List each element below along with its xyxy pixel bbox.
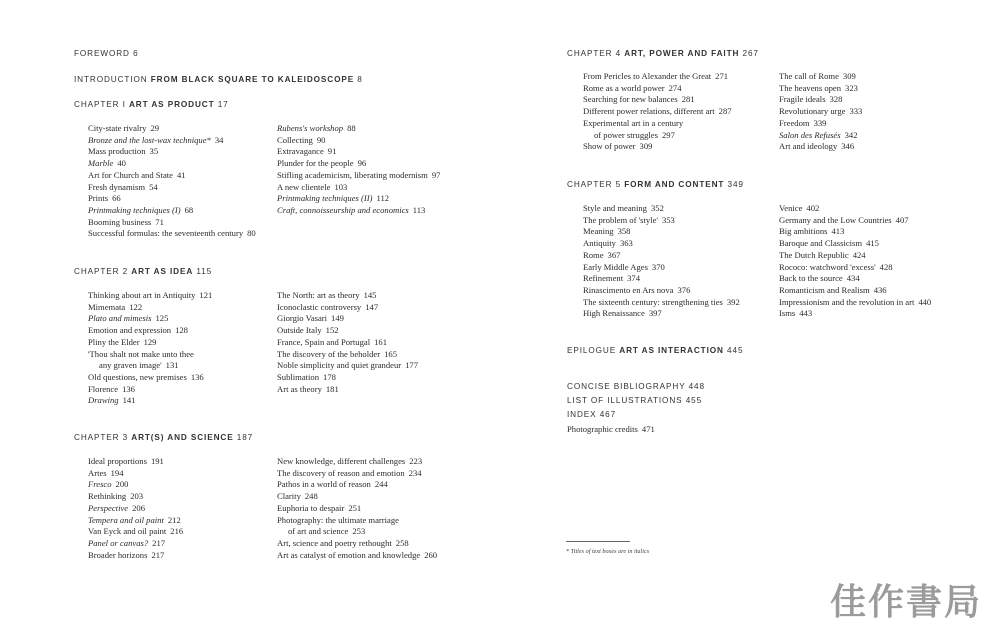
- toc-entry-title: Thinking about art in Antiquity: [88, 290, 196, 300]
- toc-entry: [779, 273, 931, 285]
- toc-entry-page: 200: [115, 479, 129, 490]
- toc-entry-title: of art and science: [288, 526, 349, 537]
- toc-entry-page: 145: [363, 290, 377, 300]
- toc-entry-title: Rome as a world power: [583, 82, 665, 93]
- toc-entry-page: 113: [412, 204, 426, 215]
- chapter1-heading: CHAPTER I ART AS PRODUCT 17: [74, 100, 229, 109]
- toc-entry-title: Prints: [88, 193, 109, 204]
- toc-entry-page: 251: [348, 502, 362, 513]
- toc-entry-title: The discovery of reason and emotion: [277, 467, 405, 478]
- chapter4-heading: CHAPTER 4 ART, POWER AND FAITH 267: [567, 49, 759, 58]
- toc-entry-page: 271: [715, 71, 729, 81]
- toc-entry-title: Van Eyck and oil paint: [88, 526, 167, 537]
- toc-entry: [779, 106, 862, 118]
- toc-entry-title: Isms: [779, 308, 796, 319]
- toc-entry-page: 309: [639, 141, 653, 152]
- chapter1-col1: [88, 123, 256, 240]
- toc-entry: [779, 285, 931, 297]
- toc-entry: [88, 302, 212, 314]
- toc-entry: [88, 158, 256, 170]
- toc-entry: [779, 226, 931, 238]
- toc-entry-title: Printmaking techniques (I): [88, 204, 181, 215]
- chapter4-col2: [779, 71, 862, 153]
- toc-entry-page: 407: [895, 214, 909, 225]
- toc-entry: [277, 313, 418, 325]
- toc-entry-title: Successful formulas: the seventeenth century: [88, 228, 244, 239]
- toc-entry: [88, 205, 256, 217]
- toc-entry: [277, 337, 418, 349]
- toc-entry-page: 66: [112, 193, 121, 204]
- toc-entry-title: Impressionism and the revolution in art: [779, 296, 915, 307]
- toc-entry-title: Panel or canvas?: [88, 537, 149, 548]
- toc-entry-title: Iconoclastic controversy: [277, 301, 362, 312]
- toc-entry: [583, 226, 740, 238]
- toc-entry-page: 370: [651, 261, 665, 272]
- toc-entry-title: Florence: [88, 383, 119, 394]
- toc-entry-title: Booming business: [88, 216, 152, 227]
- toc-entry-page: 125: [155, 313, 169, 324]
- toc-entry-title: Ideal proportions: [88, 456, 147, 466]
- toc-entry: [88, 228, 256, 240]
- toc-entry-page: 328: [829, 94, 843, 105]
- toc-entry-title: City-state rivalry: [88, 123, 147, 133]
- toc-entry: [779, 238, 931, 250]
- toc-entry: [277, 515, 437, 527]
- toc-entry: [88, 503, 183, 515]
- toc-entry-page: 434: [846, 273, 860, 284]
- toc-entry-page: 253: [352, 526, 366, 537]
- toc-entry-title: Rinascimento en Ars nova: [583, 284, 674, 295]
- toc-entry-title: Euphoria to despair: [277, 502, 345, 513]
- toc-entry-page: 206: [132, 502, 145, 513]
- toc-entry: [277, 182, 440, 194]
- toc-entry-title: Giorgio Vasari: [277, 313, 328, 324]
- toc-entry-title: Show of power: [583, 141, 636, 152]
- toc-entry-title: Noble simplicity and quiet grandeur: [277, 360, 402, 371]
- toc-entry-title: Salon des Refusés: [779, 129, 841, 140]
- toc-entry-page: 217: [151, 549, 165, 560]
- toc-entry-page: 88: [347, 123, 356, 133]
- toc-entry-title: Sublimation: [277, 371, 320, 382]
- toc-entry-page: 402: [806, 203, 820, 213]
- toc-entry: [583, 262, 740, 274]
- toc-entry: [88, 515, 183, 527]
- toc-entry-page: 121: [199, 290, 213, 300]
- toc-entry: [779, 118, 862, 130]
- toc-entry-page: 309: [842, 71, 856, 81]
- toc-entry-page: 161: [374, 336, 387, 347]
- toc-entry-page: 234: [408, 467, 422, 478]
- toc-entry-title: Fragile ideals: [779, 94, 826, 105]
- toc-entry-page: 165: [384, 348, 397, 359]
- toc-entry: [277, 384, 418, 396]
- toc-entry-title: Different power relations, different art: [583, 106, 715, 117]
- toc-entry: [88, 313, 212, 325]
- toc-entry-title: Pliny the Elder: [88, 336, 140, 347]
- index-heading: INDEX 467: [567, 410, 617, 419]
- toc-entry-page: 178: [323, 371, 336, 382]
- toc-entry: [88, 384, 212, 396]
- toc-entry-page: 217: [152, 537, 166, 548]
- toc-entry-page: 297: [661, 129, 675, 140]
- toc-entry-page: 374: [627, 273, 640, 284]
- toc-entry: [88, 456, 183, 468]
- toc-entry-title: Searching for new balances: [583, 94, 678, 105]
- toc-entry-page: 194: [110, 467, 124, 478]
- toc-entry: [583, 94, 732, 106]
- toc-entry-title: Revolutionary urge: [779, 106, 846, 117]
- toc-entry: [88, 372, 212, 384]
- toc-entry: [277, 158, 440, 170]
- toc-entry-page: 136: [190, 371, 204, 382]
- toc-entry-title: The problem of 'style': [583, 214, 658, 225]
- toc-entry-title: From Pericles to Alexander the Great: [583, 71, 712, 81]
- toc-entry: [88, 182, 256, 194]
- toc-entry: [277, 170, 440, 182]
- chapter3-heading: CHAPTER 3 ART(S) AND SCIENCE 187: [74, 433, 254, 442]
- toc-entry-page: 397: [648, 308, 662, 319]
- toc-entry: [88, 468, 183, 480]
- toc-entry-page: 203: [130, 491, 144, 502]
- toc-entry-page: 103: [334, 181, 348, 192]
- toc-entry-page: 367: [607, 249, 621, 260]
- toc-entry: [88, 290, 212, 302]
- chapter5-col2: [779, 203, 931, 320]
- toc-entry-title: Art, science and poetry rethought: [277, 537, 392, 548]
- toc-entry-page: 413: [831, 226, 845, 237]
- toc-entry-page: 40: [117, 158, 126, 169]
- footnote-rule: [566, 541, 630, 542]
- toc-entry-page: 287: [718, 106, 732, 117]
- toc-entry: [88, 123, 256, 135]
- toc-entry-title: Fresh dynamism: [88, 181, 146, 192]
- toc-entry-page: 147: [365, 301, 379, 312]
- toc-entry-title: Drawing: [88, 395, 119, 406]
- toc-entry-page: 223: [409, 456, 423, 466]
- toc-entry-page: 97: [431, 169, 441, 180]
- toc-entry-title: The heavens open: [779, 82, 842, 93]
- toc-entry-title: Extravagance: [277, 146, 324, 157]
- toc-entry-title: Tempera and oil paint: [88, 514, 164, 525]
- toc-entry: [583, 297, 740, 309]
- toc-entry-title: Germany and the Low Countries: [779, 214, 892, 225]
- toc-entry-title: Experimental art in a century: [583, 117, 684, 128]
- toc-entry-title: Refinement: [583, 273, 624, 284]
- toc-entry-page: 122: [129, 301, 143, 312]
- toc-entry-page: 35: [149, 146, 159, 157]
- toc-entry-page: 376: [677, 284, 691, 295]
- toc-entry-title: Fresco: [88, 479, 112, 490]
- toc-entry-page: 181: [325, 383, 339, 394]
- toc-entry-title: Outside Italy: [277, 325, 322, 336]
- toc-entry-title: Antiquity: [583, 238, 616, 249]
- toc-entry: [583, 273, 740, 285]
- toc-entry: [277, 349, 418, 361]
- toc-entry-page: 274: [668, 82, 682, 93]
- toc-entry: [277, 468, 437, 480]
- toc-entry: [583, 106, 732, 118]
- chapter5-heading: CHAPTER 5 FORM AND CONTENT 349: [567, 180, 744, 189]
- toc-entry-title: Meaning: [583, 226, 614, 237]
- toc-entry: [277, 503, 437, 515]
- toc-entry-page: 136: [122, 383, 135, 394]
- toc-entry-title: Style and meaning: [583, 203, 647, 213]
- toc-entry-title: Clarity: [277, 491, 301, 502]
- toc-entry-title: Rome: [583, 249, 604, 260]
- toc-entry-page: 90: [316, 134, 326, 145]
- toc-entry-page: 41: [176, 169, 186, 180]
- toc-entry-title: Collecting: [277, 134, 313, 145]
- toc-entry-title: 'Thou shalt not make unto thee: [88, 348, 194, 359]
- chapter2-col2: [277, 290, 418, 395]
- introduction-heading: INTRODUCTION FROM BLACK SQUARE TO KALEIDOSCOPE 8: [74, 75, 363, 84]
- toc-entry-page: 91: [327, 146, 337, 157]
- toc-entry-page: 363: [619, 238, 633, 249]
- toc-entry: [88, 146, 256, 158]
- toc-entry-page: 440: [918, 296, 932, 307]
- toc-entry-page: 333: [849, 106, 863, 117]
- toc-entry-title: The discovery of the beholder: [277, 348, 381, 359]
- toc-entry: [779, 71, 862, 83]
- chapter3-col2: [277, 456, 437, 561]
- toc-entry: [88, 550, 183, 562]
- toc-entry-title: Plato and mimesis: [88, 313, 152, 324]
- toc-entry-title: Art as catalyst of emotion and knowledge: [277, 549, 421, 560]
- toc-entry-title: Marble: [88, 158, 114, 169]
- toc-entry-title: Freedom: [779, 117, 810, 128]
- toc-entry: [88, 360, 212, 372]
- toc-entry: [277, 491, 437, 503]
- toc-entry-title: Pathos in a world of reason: [277, 479, 371, 490]
- toc-entry-title: Perspective: [88, 502, 129, 513]
- chapter2-col1: [88, 290, 212, 407]
- toc-entry-page: 339: [813, 117, 827, 128]
- toc-entry: [779, 308, 931, 320]
- toc-entry: [779, 83, 862, 95]
- toc-entry-title: Emotion and expression: [88, 325, 172, 336]
- toc-entry-page: 149: [331, 313, 344, 324]
- toc-entry-title: of power struggles: [594, 129, 658, 140]
- toc-entry-title: Art as theory: [277, 383, 322, 394]
- publisher-watermark: 佳作書局: [829, 582, 982, 623]
- toc-entry: [779, 215, 931, 227]
- toc-entry-title: Plunder for the people: [277, 158, 354, 169]
- toc-entry-page: 112: [376, 193, 390, 204]
- toc-entry: [88, 193, 256, 205]
- epilogue-heading: EPILOGUE ART AS INTERACTION 445: [567, 346, 744, 355]
- toc-entry: [277, 193, 440, 205]
- toc-entry: [88, 170, 256, 182]
- toc-entry: [277, 479, 437, 491]
- toc-entry-page: 68: [184, 204, 194, 215]
- toc-entry-page: 428: [879, 261, 893, 272]
- toc-entry: [779, 130, 862, 142]
- toc-entry: [779, 141, 862, 153]
- toc-entry: [88, 491, 183, 503]
- toc-entry: [779, 94, 862, 106]
- toc-entry-title: any graven image': [99, 360, 162, 371]
- toc-entry: [583, 285, 740, 297]
- toc-entry: [277, 290, 418, 302]
- toc-entry-title: Printmaking techniques (II): [277, 193, 373, 204]
- toc-entry: [88, 349, 212, 361]
- toc-entry-title: The sixteenth century: strengthening ties: [583, 296, 723, 307]
- toc-entry-title: New knowledge, different challenges: [277, 456, 406, 466]
- toc-entry-title: Bronze and the lost-wax technique*: [88, 134, 211, 145]
- chapter1-col2: [277, 123, 440, 217]
- toc-entry-page: 244: [374, 479, 388, 490]
- toc-entry-title: The North: art as theory: [277, 290, 360, 300]
- toc-entry-page: 260: [424, 549, 438, 560]
- toc-entry: [583, 130, 732, 142]
- illustrations-heading: LIST OF ILLUSTRATIONS 455: [567, 396, 703, 405]
- toc-entry-title: Photography: the ultimate marriage: [277, 514, 399, 525]
- toc-entry-page: 80: [247, 228, 256, 239]
- bibliography-heading: CONCISE BIBLIOGRAPHY 448: [567, 382, 705, 391]
- toc-entry: [88, 538, 183, 550]
- toc-entry: [779, 297, 931, 309]
- toc-entry: [277, 360, 418, 372]
- toc-entry-title: Big ambitions: [779, 226, 828, 237]
- toc-entry-page: 436: [873, 284, 887, 295]
- toc-entry-page: 358: [617, 226, 631, 237]
- toc-entry-page: 352: [650, 203, 664, 213]
- toc-entry-page: 191: [150, 456, 164, 466]
- toc-entry-title: Rubens's workshop: [277, 123, 344, 133]
- toc-entry-title: Artes: [88, 467, 107, 478]
- chapter4-col1: [583, 71, 732, 153]
- toc-entry-title: Rococo: watchword 'excess': [779, 261, 876, 272]
- toc-entry-page: 281: [681, 94, 695, 105]
- toc-entry: [277, 456, 437, 468]
- toc-entry-title: Mimemata: [88, 301, 126, 312]
- toc-entry: [277, 325, 418, 337]
- toc-entry-page: 177: [405, 360, 418, 371]
- toc-entry-title: Baroque and Classicism: [779, 238, 863, 249]
- toc-entry-page: 248: [304, 491, 318, 502]
- toc-entry-page: 346: [841, 141, 855, 152]
- toc-entry-title: Stifling academicism, liberating modernism: [277, 169, 428, 180]
- toc-entry-page: 141: [122, 395, 136, 406]
- toc-entry-title: Mass production: [88, 146, 146, 157]
- toc-entry-page: 258: [395, 537, 409, 548]
- toc-entry-page: 34: [214, 134, 224, 145]
- toc-entry: [277, 302, 418, 314]
- toc-entry-page: 424: [852, 249, 866, 260]
- toc-entry-page: 212: [167, 514, 181, 525]
- toc-entry-page: 152: [325, 325, 339, 336]
- chapter5-col1: [583, 203, 740, 320]
- toc-entry: [277, 146, 440, 158]
- toc-entry-title: Rethinking: [88, 491, 127, 502]
- toc-entry-page: 128: [175, 325, 188, 336]
- toc-entry: [88, 395, 212, 407]
- toc-entry: [277, 372, 418, 384]
- toc-entry: [277, 526, 437, 538]
- toc-entry: [583, 308, 740, 320]
- toc-entry: [583, 83, 732, 95]
- toc-entry: [779, 250, 931, 262]
- toc-entry-page: 323: [845, 82, 858, 93]
- chapter2-heading: CHAPTER 2 ART AS IDEA 115: [74, 267, 213, 276]
- toc-entry: [277, 123, 440, 135]
- toc-entry: [583, 238, 740, 250]
- toc-entry-title: Broader horizons: [88, 549, 148, 560]
- toc-entry-title: Art for Church and State: [88, 169, 173, 180]
- toc-entry-title: Early Middle Ages: [583, 261, 648, 272]
- toc-entry-page: 353: [661, 214, 675, 225]
- toc-entry: [583, 215, 740, 227]
- toc-entry-title: Romanticism and Realism: [779, 284, 870, 295]
- toc-entry-page: 29: [150, 123, 160, 133]
- footnote: * Titles of text boxes are in italics: [566, 548, 650, 555]
- toc-entry: [88, 325, 212, 337]
- foreword-heading: FOREWORD 6: [74, 49, 139, 58]
- toc-entry: [779, 203, 931, 215]
- toc-entry: [88, 479, 183, 491]
- toc-entry-title: Craft, connoisseurship and economics: [277, 204, 409, 215]
- toc-entry-title: The Dutch Republic: [779, 249, 849, 260]
- toc-entry-page: 71: [155, 216, 164, 227]
- toc-entry-title: Old questions, new premises: [88, 371, 187, 382]
- toc-entry: [583, 141, 732, 153]
- toc-entry-page: 216: [170, 526, 184, 537]
- toc-entry: [277, 550, 437, 562]
- toc-entry-page: 443: [799, 308, 813, 319]
- toc-entry-page: 342: [844, 129, 858, 140]
- toc-entry: [779, 262, 931, 274]
- chapter3-col1: [88, 456, 183, 561]
- toc-entry: [277, 135, 440, 147]
- toc-entry: [277, 205, 440, 217]
- toc-entry: [277, 538, 437, 550]
- toc-entry-page: 96: [357, 158, 367, 169]
- toc-entry: [583, 203, 740, 215]
- toc-entry-title: Art and ideology: [779, 141, 838, 152]
- toc-entry-title: Back to the source: [779, 273, 843, 284]
- toc-entry-title: The call of Rome: [779, 71, 839, 81]
- toc-entry-page: 54: [149, 181, 158, 192]
- toc-entry: [88, 135, 256, 147]
- toc-entry: [88, 337, 212, 349]
- toc-entry-title: Venice: [779, 203, 803, 213]
- photo-credits-entry: Photographic credits 471: [567, 424, 655, 434]
- toc-entry-page: 129: [143, 336, 157, 347]
- toc-entry: [583, 71, 732, 83]
- toc-entry: [88, 217, 256, 229]
- toc-entry-title: A new clientele: [277, 181, 331, 192]
- toc-entry: [88, 526, 183, 538]
- right-page: [500, 0, 1000, 633]
- toc-entry-page: 131: [165, 360, 179, 371]
- toc-entry-title: France, Spain and Portugal: [277, 336, 371, 347]
- toc-entry: [583, 118, 732, 130]
- toc-entry-page: 392: [726, 296, 740, 307]
- toc-entry-page: 415: [866, 238, 879, 249]
- toc-entry: [583, 250, 740, 262]
- toc-entry-title: High Renaissance: [583, 308, 645, 319]
